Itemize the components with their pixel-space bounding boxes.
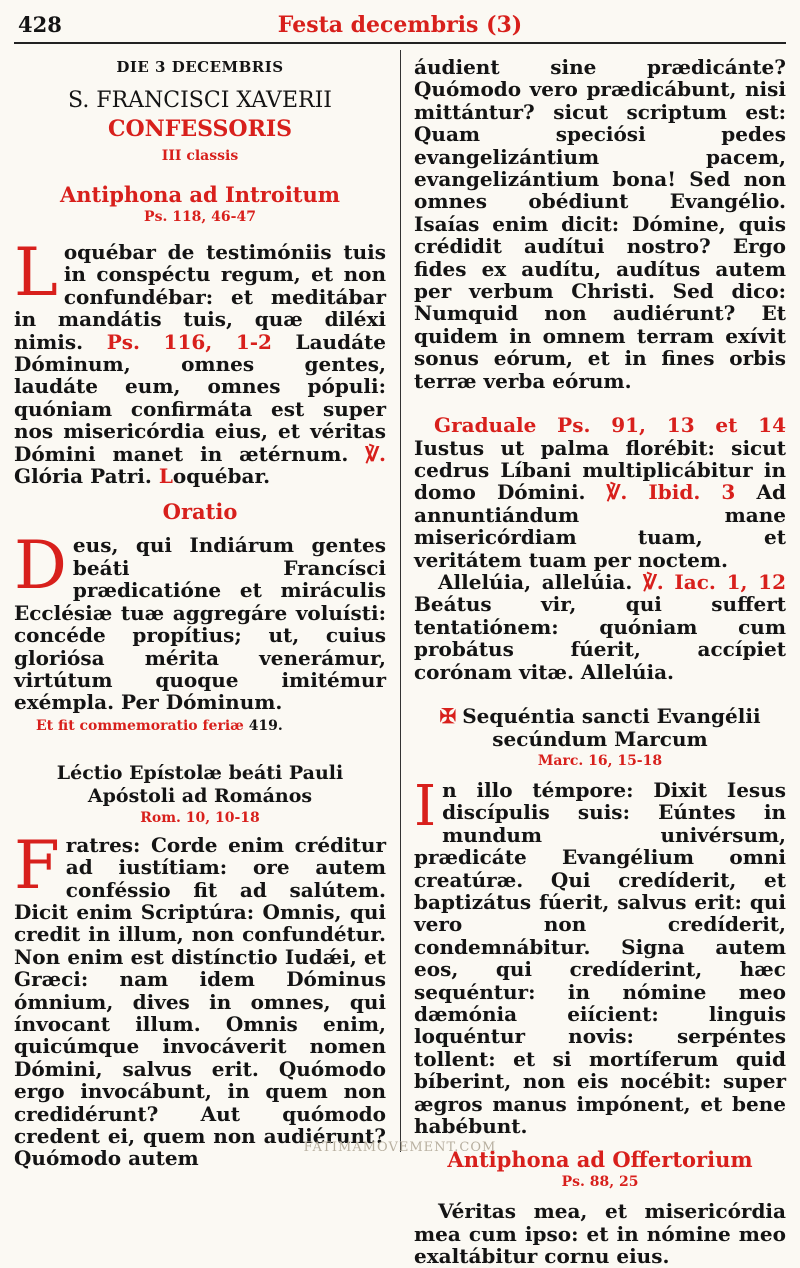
introit-repeat: oquébar. <box>172 464 271 489</box>
versicle-symbol: ℣. <box>365 441 386 466</box>
introit-repeat-cap: L <box>158 464 173 489</box>
offertory-text: Véritas mea, et misericórdia mea cum ipso: et in nómine meo exaltábitur cornu eius. <box>414 1199 786 1268</box>
oratio-dropcap: D <box>14 527 67 605</box>
gradual-text-2: Ad annuntiándum mane misericórdiam tuam, et veritátem tuam per noctem. <box>414 480 786 572</box>
gospel-heading: Sequéntia sancti Evangélii secúndum Marcum <box>462 703 761 751</box>
epistle-reference: Rom. 10, 10-18 <box>140 809 260 826</box>
epistle-text <box>14 826 386 1171</box>
header-rule <box>14 42 786 44</box>
introit-reference: Ps. 118, 46-47 <box>144 209 256 225</box>
offertory-reference: Ps. 88, 25 <box>561 1174 639 1191</box>
gospel-dropcap: I <box>414 773 437 839</box>
feast-date: DIE 3 DECEMBRIS <box>116 58 284 76</box>
introit-text-2: Laudáte Dóminum, omnes gentes, laudáte eum, omnes pópuli: quóniam confirmáta est super nos misericórdia eius, et véritas Dómini manet in ætérnum. <box>14 329 386 466</box>
oratio-heading: Oratio <box>162 499 238 525</box>
offertory-heading: Antiphona ad Offertorium <box>447 1147 753 1173</box>
oratio-body: eus, qui Indiárum gentes beáti Francísci prædicatióne et miráculis Ecclésiæ tuæ aggregáre voluísti: concéde propítius; ut, cuius gloriósa mérita venerámur, virtútum quoque imitémur exémpla. Per Dóminum. <box>14 533 386 715</box>
watermark: FATIMAMOVEMENT.COM <box>303 1140 497 1155</box>
introit-text-1: oquébar de testimóniis tuis in conspéctu regum, et non confundébar: et meditábar in mandátis tuis, quæ diléxi nimis. <box>14 240 386 354</box>
saint-title: CONFESSORIS <box>107 116 293 142</box>
gospel-heading-block <box>414 705 786 751</box>
epistle-body: ratres: Corde enim créditur ad iustítiam: ore autem conféssio fit ad salútem. Dicit enim Scriptúra: Omnis, qui credit in illum, non confundétur. Non enim est distínctio Iudǽi, et Græci: nam idem Dóminus ómnium, dives in omnes, qui ínvocant illum. Omnis enim, quicúmque invocáverit nomen Dómini, salvus erit. Quómodo ergo invocábunt, in quem non credidérunt? Aut quómodo credent ei, quem non audiérunt? Quómodo autem <box>14 832 386 1171</box>
gradual-versicle-ref: ℣. Ibid. 3 <box>606 480 736 505</box>
introit-heading: Antiphona ad Introitum <box>59 182 340 207</box>
feast-class: III classis <box>161 148 239 164</box>
commemoration-text: Et fit commemoratio feriæ <box>36 717 244 734</box>
page-header <box>0 0 800 46</box>
commemoration-note <box>14 718 386 734</box>
epistle-continuation: áudient sine prædicánte? Quómodo vero prædicábunt, nisi mittántur? sicut scriptum est: Quam speciósi pedes evangelizántium pacem, evangelizántium bona! Sed non omnes obédiunt Evangélio. Isaías enim dicit: Dómine, quis crédidit audítui nostro? Ergo fides ex audítu, audítus autem per verbum Christi. Sed dico: Numquid non audiérunt? Et quidem in omnem terram exívit sonus eórum, et in fines orbis terræ verba eórum. <box>414 55 786 393</box>
introit-dropcap: L <box>14 234 58 311</box>
alleluia-verse: Beátus vir, qui suffert tentatiónem: quóniam cum probátus fúerit, accípiet corónam vitæ. Allelúia. <box>414 592 786 684</box>
oratio-text <box>14 527 386 715</box>
page-number: 428 <box>18 12 62 37</box>
running-title: Festa decembris (3) <box>277 12 523 38</box>
commemoration-page: 419. <box>248 717 283 734</box>
left-column <box>14 52 386 1170</box>
gradual-heading: Graduale Ps. 91, 13 et 14 <box>434 413 786 438</box>
gospel-body: n illo témpore: Dixit Iesus discípulis suis: Eúntes in mundum univérsum, prædicáte Evangélium omni creatúræ. Qui credíderit, et baptizátus fúerit, salvus erit: qui vero non credíderit, condemnábitur. Signa autem eos, qui credíderint, hæc sequéntur: in nómine meo dæmónia eiícient: linguis loquéntur novis: serpéntes tollent: et si mortíferum quid bíberint, non eis nocébit: super ægros manus impónent, et bene habébunt. <box>414 777 786 1139</box>
cross-icon: ✠ <box>439 703 457 728</box>
gospel-text <box>414 773 786 1139</box>
alleluia: Allelúia, allelúia. <box>438 569 633 594</box>
alleluia-text <box>414 571 786 683</box>
gradual-text-1: Iustus ut palma florébit: sicut cedrus Líbani multiplicábitur in domo Dómini. <box>414 435 786 505</box>
gradual-text <box>414 414 786 571</box>
column-divider <box>400 50 401 1152</box>
right-column <box>414 52 786 1268</box>
gospel-reference: Marc. 16, 15-18 <box>537 752 663 769</box>
alleluia-reference: ℣. Iac. 1, 12 <box>643 569 786 594</box>
introit-psalm-ref: Ps. 116, 1-2 <box>106 329 272 354</box>
introit-text <box>14 234 386 489</box>
saint-name: S. FRANCISCI XAVERII <box>68 88 332 113</box>
epistle-heading: Léctio Epístolæ beáti Pauli Apóstoli ad Romános <box>56 761 344 807</box>
introit-gloria: Glória Patri. <box>14 464 152 489</box>
epistle-dropcap: F <box>14 826 60 904</box>
